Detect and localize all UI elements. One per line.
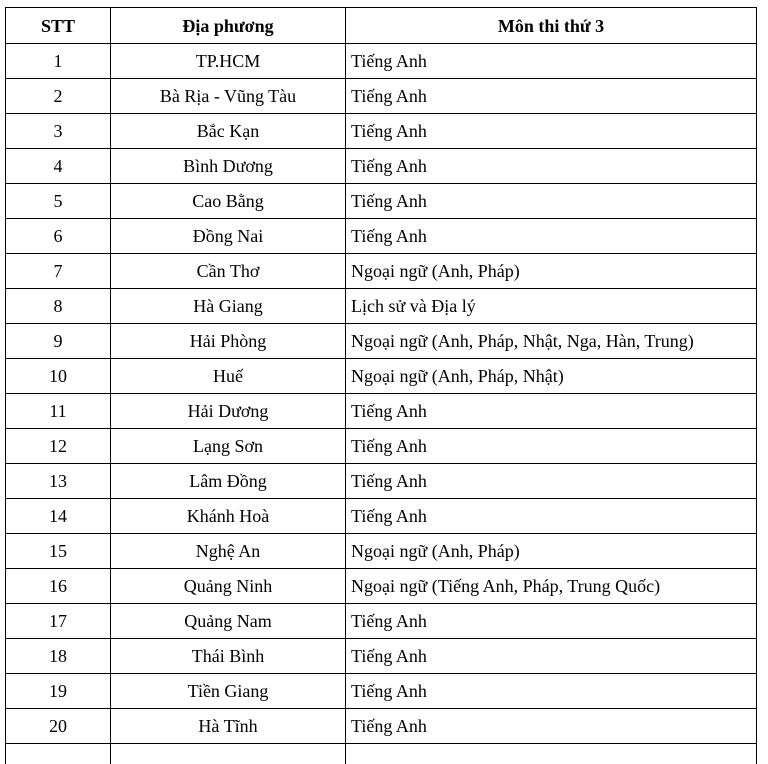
table-row <box>6 394 757 429</box>
cell-locality: Tiền Giang <box>111 674 346 709</box>
cell-empty <box>6 744 111 764</box>
cell-stt: 2 <box>6 79 111 114</box>
cell-locality: Bình Dương <box>111 149 346 184</box>
table-row <box>6 114 757 149</box>
header-locality: Địa phương <box>111 8 346 44</box>
cell-subject: Ngoại ngữ (Anh, Pháp, Nhật) <box>346 359 757 394</box>
cell-locality: Lâm Đồng <box>111 464 346 499</box>
table-header-row <box>6 8 757 44</box>
cell-subject: Tiếng Anh <box>346 499 757 534</box>
cell-subject: Ngoại ngữ (Anh, Pháp) <box>346 254 757 289</box>
cell-stt: 10 <box>6 359 111 394</box>
table-row <box>6 534 757 569</box>
cell-locality: Bà Rịa - Vũng Tàu <box>111 79 346 114</box>
cell-empty <box>346 744 757 764</box>
table-row <box>6 674 757 709</box>
table-row <box>6 324 757 359</box>
table-row <box>6 569 757 604</box>
cell-locality: Cao Bằng <box>111 184 346 219</box>
cell-stt: 5 <box>6 184 111 219</box>
cell-locality: Nghệ An <box>111 534 346 569</box>
cell-stt: 17 <box>6 604 111 639</box>
cell-subject: Tiếng Anh <box>346 709 757 744</box>
cell-locality: Huế <box>111 359 346 394</box>
table-row <box>6 44 757 79</box>
table-row-partial <box>6 744 757 764</box>
table-row <box>6 429 757 464</box>
cell-stt: 6 <box>6 219 111 254</box>
cell-stt: 9 <box>6 324 111 359</box>
cell-locality: Thái Bình <box>111 639 346 674</box>
cell-subject: Tiếng Anh <box>346 79 757 114</box>
header-subject: Môn thi thứ 3 <box>346 8 757 44</box>
cell-locality: Quảng Ninh <box>111 569 346 604</box>
cell-stt: 8 <box>6 289 111 324</box>
cell-locality: Khánh Hoà <box>111 499 346 534</box>
table-row <box>6 254 757 289</box>
table-row <box>6 149 757 184</box>
cell-subject: Ngoại ngữ (Tiếng Anh, Pháp, Trung Quốc) <box>346 569 757 604</box>
cell-subject: Tiếng Anh <box>346 184 757 219</box>
cell-stt: 1 <box>6 44 111 79</box>
cell-stt: 12 <box>6 429 111 464</box>
cell-subject: Tiếng Anh <box>346 639 757 674</box>
cell-empty <box>111 744 346 764</box>
cell-locality: Lạng Sơn <box>111 429 346 464</box>
cell-subject: Tiếng Anh <box>346 44 757 79</box>
table-row <box>6 709 757 744</box>
cell-locality: Đồng Nai <box>111 219 346 254</box>
cell-subject: Tiếng Anh <box>346 394 757 429</box>
cell-stt: 20 <box>6 709 111 744</box>
cell-stt: 18 <box>6 639 111 674</box>
cell-locality: TP.HCM <box>111 44 346 79</box>
cell-stt: 13 <box>6 464 111 499</box>
table-row <box>6 79 757 114</box>
table-row <box>6 184 757 219</box>
cell-locality: Bắc Kạn <box>111 114 346 149</box>
cell-locality: Hà Giang <box>111 289 346 324</box>
cell-subject: Tiếng Anh <box>346 429 757 464</box>
table-row <box>6 604 757 639</box>
table-row <box>6 219 757 254</box>
table-row <box>6 639 757 674</box>
cell-subject: Ngoại ngữ (Anh, Pháp, Nhật, Nga, Hàn, Trung) <box>346 324 757 359</box>
cell-stt: 15 <box>6 534 111 569</box>
header-stt: STT <box>6 8 111 44</box>
cell-stt: 16 <box>6 569 111 604</box>
cell-locality: Quảng Nam <box>111 604 346 639</box>
cell-subject: Tiếng Anh <box>346 149 757 184</box>
cell-subject: Tiếng Anh <box>346 464 757 499</box>
table-row <box>6 289 757 324</box>
table-row <box>6 359 757 394</box>
cell-subject: Tiếng Anh <box>346 674 757 709</box>
cell-locality: Hà Tĩnh <box>111 709 346 744</box>
table-row <box>6 464 757 499</box>
cell-stt: 4 <box>6 149 111 184</box>
table-row <box>6 499 757 534</box>
cell-stt: 11 <box>6 394 111 429</box>
cell-subject: Tiếng Anh <box>346 604 757 639</box>
cell-stt: 14 <box>6 499 111 534</box>
cell-stt: 7 <box>6 254 111 289</box>
cell-stt: 3 <box>6 114 111 149</box>
cell-locality: Hải Dương <box>111 394 346 429</box>
cell-subject: Lịch sử và Địa lý <box>346 289 757 324</box>
exam-subject-table <box>5 7 757 764</box>
cell-subject: Tiếng Anh <box>346 219 757 254</box>
table-body <box>6 44 757 764</box>
cell-locality: Hải Phòng <box>111 324 346 359</box>
cell-locality: Cần Thơ <box>111 254 346 289</box>
cell-subject: Ngoại ngữ (Anh, Pháp) <box>346 534 757 569</box>
cell-subject: Tiếng Anh <box>346 114 757 149</box>
cell-stt: 19 <box>6 674 111 709</box>
